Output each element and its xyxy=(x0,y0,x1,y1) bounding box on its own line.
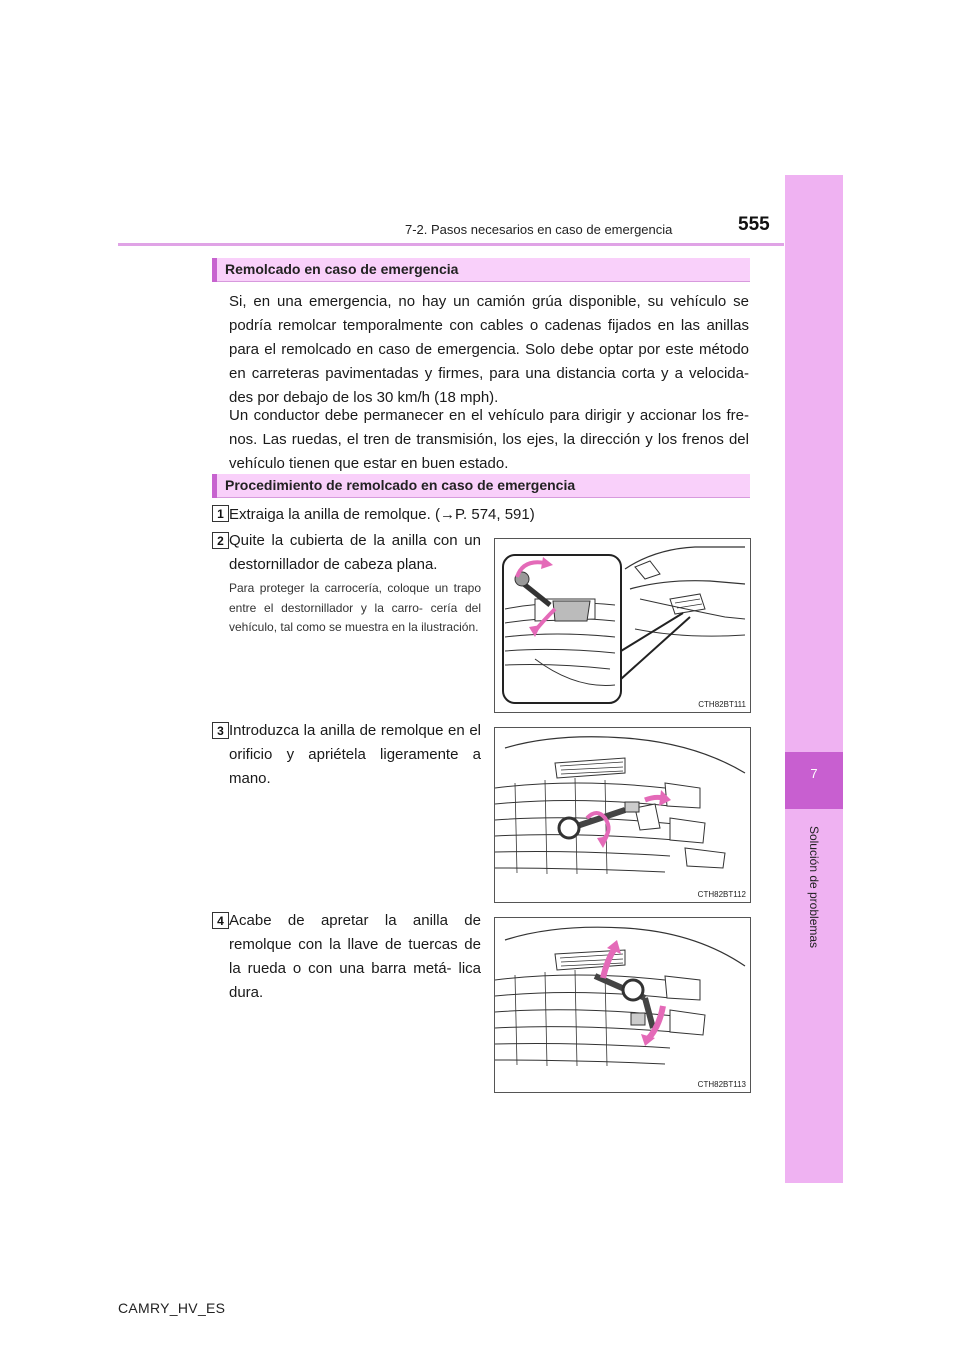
step-1-text: Extraiga la anilla de remolque. (→P. 574, 591) xyxy=(229,506,535,523)
step-2-text: Quite la cubierta de la anilla con un destornillador de cabeza plana. xyxy=(229,532,481,573)
figure-code: CTH82BT113 xyxy=(697,1080,746,1089)
illustration-tighten-ring xyxy=(495,918,750,1092)
step-number-3: 3 xyxy=(212,722,229,739)
step-number-2: 2 xyxy=(212,532,229,549)
section-accent xyxy=(212,474,217,498)
section-accent xyxy=(212,258,217,282)
chapter-number: 7 xyxy=(810,766,818,781)
running-header: 7-2. Pasos necesarios en caso de emergencia xyxy=(405,222,673,237)
section-heading-label: Procedimiento de remolcado en caso de emergencia xyxy=(225,477,576,493)
figure-remove-cover xyxy=(494,538,751,713)
header-rule xyxy=(118,243,784,246)
model-code: CAMRY_HV_ES xyxy=(118,1300,226,1316)
figure-tighten-ring xyxy=(494,917,751,1093)
step-number-4: 4 xyxy=(212,912,229,929)
step-4-text: Acabe de apretar la anilla de remolque con la llave de tuercas de la rueda o con una barra metá- lica dura. xyxy=(229,912,481,1001)
step-2-note: Para proteger la carrocería, coloque un trapo entre el destornillador y la carro- cería del vehículo, tal como se muestra en la ilustración. xyxy=(229,581,481,634)
step-3-text: Introduzca la anilla de remolque en el orificio y apriétela ligeramente a mano. xyxy=(229,722,481,787)
paragraph-intro: Si, en una emergencia, no hay un camión grúa disponible, su vehículo se podría remolcar temporalmente con cables o cadenas fijados en las anillas para el remolcado en caso de emergencia. Solo debe optar por este método en carreteras pavimentadas y firmes, para una distancia corta y a velocida- des por debajo de los 30 km/h (18 mph). xyxy=(229,293,749,406)
section-heading-towing xyxy=(212,258,750,282)
side-chapter-tab xyxy=(785,175,843,1183)
step-number-1: 1 xyxy=(212,505,229,522)
paragraph-driver: Un conductor debe permanecer en el vehículo para dirigir y accionar los fre- nos. Las ruedas, el tren de transmisión, los ejes, la dirección y los frenos del vehículo tienen que estar en buen estado. xyxy=(229,407,749,472)
figure-code: CTH82BT111 xyxy=(698,700,746,709)
illustration-insert-ring xyxy=(495,728,750,902)
page-number: 555 xyxy=(738,214,770,235)
figure-code: CTH82BT112 xyxy=(697,890,746,899)
figure-insert-ring xyxy=(494,727,751,903)
illustration-remove-cover xyxy=(495,539,750,712)
section-heading-label: Remolcado en caso de emergencia xyxy=(225,261,459,277)
section-heading-procedure xyxy=(212,474,750,498)
chapter-title: Solución de problemas xyxy=(807,825,821,949)
